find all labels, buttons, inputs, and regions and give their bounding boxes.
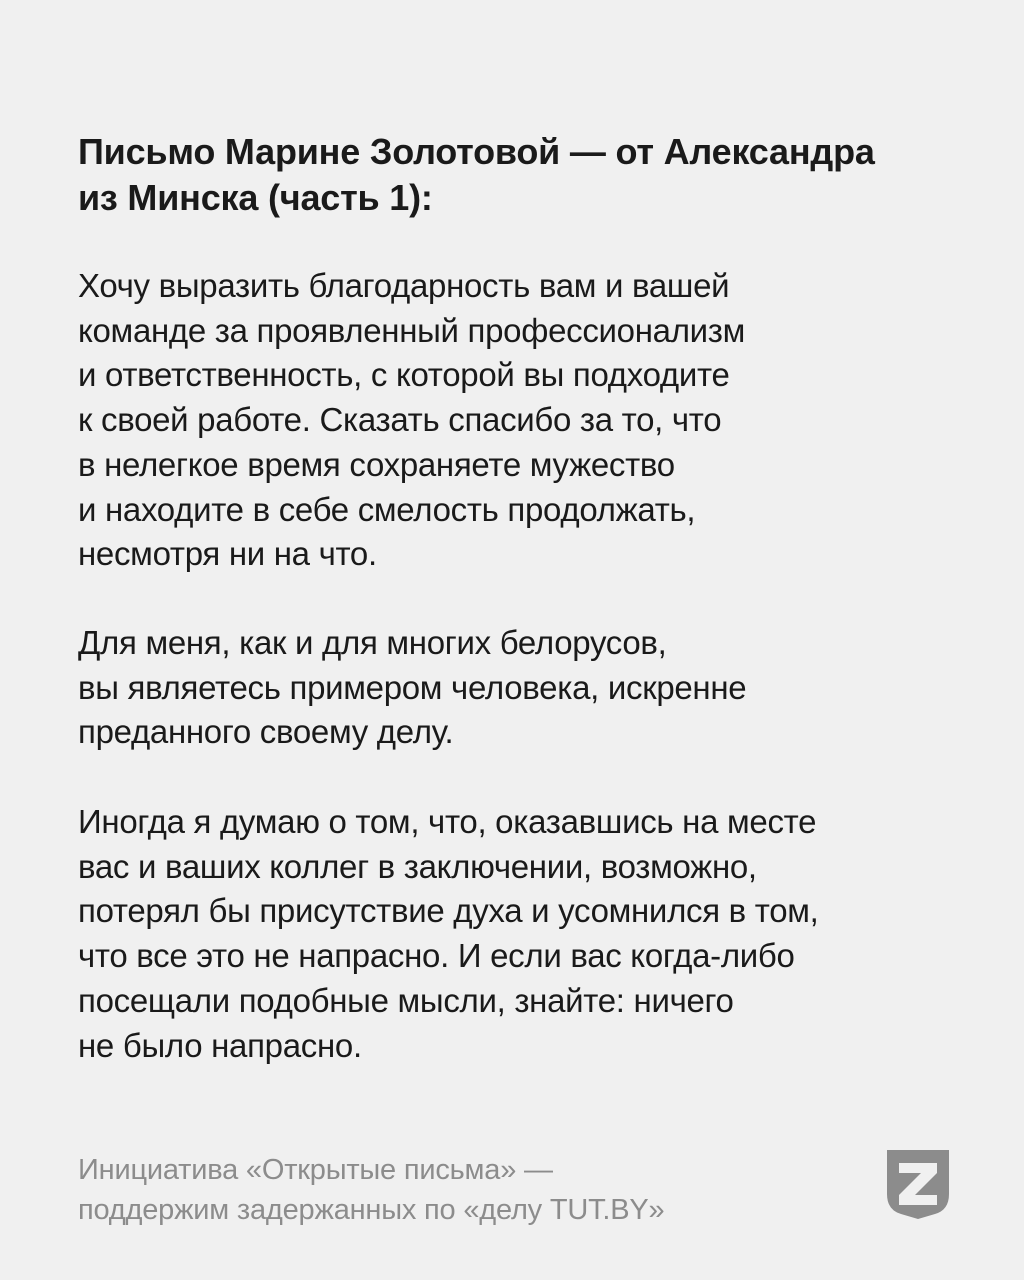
paragraph-line: вы являетесь примером человека, искренне <box>78 668 747 706</box>
z-shield-logo-icon <box>887 1150 949 1220</box>
paragraph-line: потерял бы присутствие духа и усомнился в том, <box>78 892 819 930</box>
initiative-footer <box>78 1150 858 1230</box>
title-line: из Минска (часть 1): <box>78 177 433 218</box>
paragraph-line: и ответственность, с которой вы подходите <box>78 356 730 394</box>
paragraph-line: и находите в себе смелость продолжать, <box>78 490 696 528</box>
paragraph-line: не было напрасно. <box>78 1026 362 1064</box>
paragraph-line: Хочу выразить благодарность вам и вашей <box>78 267 730 304</box>
paragraph-line: несмотря ни на что. <box>78 535 377 573</box>
paragraph-line: что все это не напрасно. И если вас когда-либо <box>78 937 795 975</box>
paragraph-line: к своей работе. Сказать спасибо за то, что <box>78 401 722 439</box>
paragraph-line: преданного своему делу. <box>78 713 454 751</box>
letter-paragraph-1 <box>78 264 978 577</box>
paragraph-line: Иногда я думаю о том, что, оказавшись на месте <box>78 803 817 840</box>
paragraph-line: вас и ваших коллег в заключении, возможно, <box>78 847 757 885</box>
paragraph-line: посещали подобные мысли, знайте: ничего <box>78 981 734 1019</box>
letter-paragraph-3 <box>78 800 978 1068</box>
paragraph-line: Для меня, как и для многих белорусов, <box>78 624 667 661</box>
paragraph-line: команде за проявленный профессионализм <box>78 311 746 349</box>
letter-title <box>78 129 978 221</box>
letter-paragraph-2 <box>78 621 978 755</box>
title-line: Письмо Марине Золотовой — от Александра <box>78 131 875 172</box>
footer-line: Инициатива «Открытые письма» — <box>78 1154 553 1186</box>
footer-line: поддержим задержанных по «делу TUT.BY» <box>78 1194 665 1226</box>
paragraph-line: в нелегкое время сохраняете мужество <box>78 445 675 483</box>
